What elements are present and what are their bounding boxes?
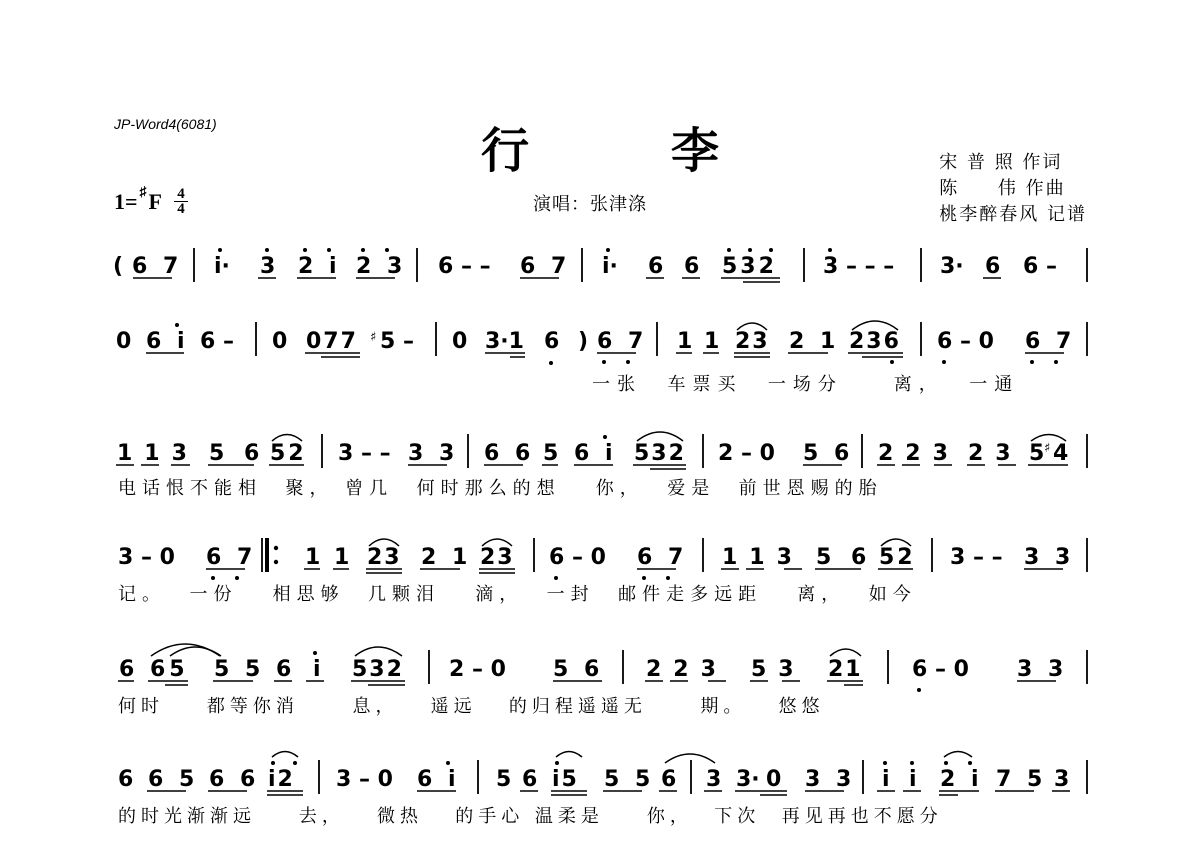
svg-text:223: 223 [646,657,728,682]
svg-text:2 3: 2 3 [356,254,407,279]
svg-text:23: 23 [480,545,515,570]
svg-text:077: 077 [306,329,358,354]
svg-text:6 – 0: 6 – 0 [937,329,994,354]
svg-text:i5: i5 [552,767,579,792]
svg-text:6: 6 [661,767,677,792]
svg-text:6 i: 6 i [574,441,617,466]
lyric-line-1: 一张 车票买 一场分 离， 一通 [592,374,1020,395]
svg-text:6 7: 6 7 [132,254,183,279]
svg-text:23: 23 [367,545,402,570]
svg-text:(: ( [113,254,124,279]
svg-text:i: i [882,767,890,792]
svg-text:5 6: 5 6 [816,545,873,570]
svg-text:52: 52 [879,545,916,570]
svg-text:0: 0 [272,329,288,354]
svg-text:6 7: 6 7 [597,329,648,354]
svg-text:6: 6 [276,657,292,682]
transcriber-credit: 桃李醉春风 记谱 [939,204,1087,225]
svg-text:5: 5 [496,767,512,792]
svg-text:532: 532 [634,441,686,466]
svg-text:): ) [578,329,589,354]
svg-text:223: 223 [878,441,960,466]
key-prefix: 1= [114,188,138,214]
svg-text:6 –: 6 – [1023,254,1057,279]
lyricist-credit: 宋 普 照 作词 [939,152,1063,173]
svg-text:3 – –: 3 – – [950,545,1003,570]
lyric-line-4: 何时 都等你消 息， 遥远 的归程遥遥无 期。 悠悠 [118,696,825,717]
svg-text:3 – –: 3 – – [338,441,391,466]
composer-credit: 陈 伟 作曲 [939,178,1066,199]
lyric-line-2: 电话恨不能相 聚， 曾几 何时那么的想 你， 爱是 前世恩赐的胎 [118,478,883,499]
svg-text:3: 3 [706,767,722,792]
svg-text:3: 3 [260,254,276,279]
svg-text:2 – 0: 2 – 0 [449,657,506,682]
svg-text:3 3: 3 3 [805,767,856,792]
svg-text:3·1: 3·1 [485,329,524,354]
svg-text:6 6: 6 6 [209,767,260,792]
svg-text:3: 3 [1054,767,1070,792]
lyric-line-5: 的时光渐渐远 去， 微热 的手心 温柔是 你， 下次 再见再也不愿分 [118,806,943,827]
svg-text:5: 5 [1029,441,1045,466]
svg-text:i: i [909,767,917,792]
key-note: F [148,188,162,214]
svg-text:2 1: 2 1 [789,329,840,354]
svg-text:6: 6 [522,767,538,792]
svg-text:6 i: 6 i [417,767,460,792]
svg-text:6 –: 6 – [200,329,234,354]
svg-text:6 5: 6 5 [148,767,199,792]
svg-text:5 5: 5 5 [604,767,655,792]
svg-text:6 65: 6 65 [119,657,189,682]
svg-text:1: 1 [677,329,693,354]
svg-text:6 – 0: 6 – 0 [912,657,969,682]
svg-text:i: i [313,657,321,682]
svg-text:113: 113 [722,545,804,570]
sharp-symbol: ♯ [139,184,147,200]
svg-text:7 5: 7 5 [996,767,1047,792]
svg-text:3 – – –: 3 – – – [823,254,895,279]
svg-text:2 i: 2 i [940,767,983,792]
svg-text:3 3: 3 3 [1017,657,1068,682]
svg-text:6: 6 [684,254,700,279]
svg-text:3·: 3· [736,767,760,792]
svg-text:23: 23 [735,329,770,354]
svg-text:4: 4 [1053,441,1069,466]
svg-text:2 1: 2 1 [421,545,472,570]
svg-text:23: 23 [968,441,1023,466]
svg-text:113: 113 [117,441,199,466]
svg-text:3 3: 3 3 [408,441,459,466]
time-signature-bottom: 4 [177,201,185,217]
svg-text:i2: i2 [268,767,295,792]
software-label: JP-Word4(6081) [114,116,217,132]
lyric-line-3: 记。 一份 相思够 几颗泪 滴， 一封 邮件走多远距 离， 如今 [118,584,917,605]
svg-text:2 – 0: 2 – 0 [718,441,775,466]
svg-text:2 i: 2 i [298,254,341,279]
svg-text:♯: ♯ [1044,441,1051,456]
svg-text:0: 0 [452,329,468,354]
svg-text:532: 532 [352,657,404,682]
svg-text:♯: ♯ [370,330,377,345]
svg-text:0: 0 [766,767,782,792]
svg-text:6: 6 [985,254,1001,279]
svg-text:21: 21 [828,657,863,682]
svg-text:5 5: 5 5 [214,657,265,682]
svg-text:i·: i· [214,254,230,279]
svg-text:6 7: 6 7 [206,545,257,570]
svg-text:1: 1 [334,545,350,570]
svg-text:5 –: 5 – [380,329,414,354]
svg-text:532: 532 [722,254,777,279]
title-char-1: 行 [481,123,530,179]
svg-text:i·: i· [602,254,618,279]
svg-text:3·: 3· [940,254,964,279]
svg-text:5 6: 5 6 [553,657,604,682]
svg-text:3 3: 3 3 [1024,545,1075,570]
svg-text:5: 5 [543,441,559,466]
svg-text:6: 6 [544,329,560,354]
svg-text:3 – 0: 3 – 0 [118,545,175,570]
svg-text:6 – –: 6 – – [438,254,491,279]
title-char-2: 李 [671,123,720,179]
svg-text:3 – 0: 3 – 0 [336,767,393,792]
svg-text:5 6: 5 6 [209,441,266,466]
svg-text:6: 6 [118,767,134,792]
svg-text:1: 1 [305,545,321,570]
svg-text:6 i: 6 i [146,329,189,354]
svg-text:53: 53 [751,657,806,682]
svg-text:5 6: 5 6 [803,441,854,466]
svg-text:6 7: 6 7 [520,254,571,279]
svg-text:6 6: 6 6 [484,441,535,466]
svg-text:6 – 0: 6 – 0 [549,545,606,570]
svg-text:236: 236 [849,329,901,354]
time-signature-top: 4 [177,186,185,202]
singer-credit: 演唱：张津涤 [533,194,647,215]
svg-text:6 7: 6 7 [1025,329,1076,354]
svg-text:1: 1 [704,329,720,354]
svg-text:52: 52 [270,441,307,466]
svg-text:0: 0 [116,329,132,354]
svg-text:6 7: 6 7 [637,545,688,570]
svg-text:6: 6 [648,254,664,279]
